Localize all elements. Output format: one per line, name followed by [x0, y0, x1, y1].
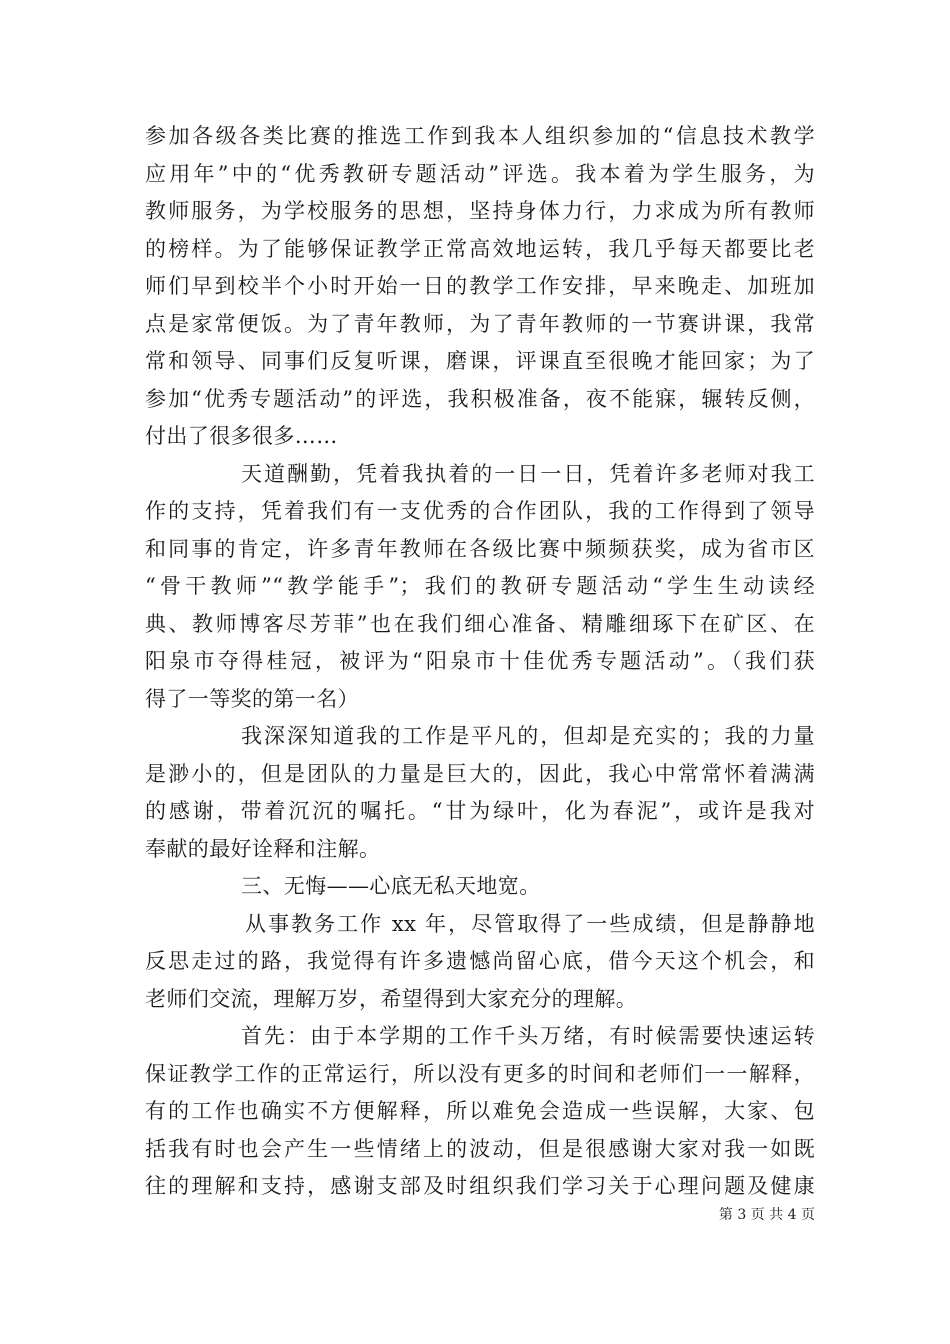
body-text-line: 从事教务工作 xx 年，尽管取得了一些成绩，但是静静地 — [245, 911, 815, 936]
body-text-line: 和同事的肯定，许多青年教师在各级比赛中频频获奖，成为省市区 — [145, 536, 815, 561]
body-text-line: “骨干教师”“教学能手”；我们的教研专题活动“学生生动读经 — [145, 574, 815, 598]
body-text-line: 教师服务，为学校服务的思想，坚持身体力行，力求成为所有教师 — [145, 199, 815, 223]
body-text-line: 师们早到校半个小时开始一日的教学工作安排，早来晚走、加班加 — [145, 274, 815, 298]
body-text-line: 的感谢，带着沉沉的嘱托。“甘为绿叶，化为春泥”，或许是我对 — [145, 799, 815, 823]
body-text-line: 点是家常便饭。为了青年教师，为了青年教师的一节赛讲课，我常 — [145, 311, 815, 336]
body-text-line: 是渺小的，但是团队的力量是巨大的，因此，我心中常常怀着满满 — [145, 761, 815, 786]
body-text-line: 反思走过的路，我觉得有许多遗憾尚留心底，借今天这个机会，和 — [145, 949, 815, 973]
body-text-line: 阳泉市夺得桂冠，被评为“阳泉市十佳优秀专题活动”。（我们获 — [145, 649, 815, 673]
body-text-line: 参加各级各类比赛的推选工作到我本人组织参加的“信息技术教学 — [145, 124, 815, 148]
body-text-line: 奉献的最好诠释和注解。 — [145, 836, 381, 861]
body-text-line: 往的理解和支持，感谢支部及时组织我们学习关于心理问题及健康 — [145, 1174, 815, 1198]
body-text-line: 我深深知道我的工作是平凡的，但却是充实的；我的力量 — [241, 724, 815, 748]
body-text-line: 首先：由于本学期的工作千头万绪，有时候需要快速运转 — [241, 1024, 815, 1048]
body-text-line: 老师们交流，理解万岁，希望得到大家充分的理解。 — [145, 986, 638, 1011]
body-text-line: 括我有时也会产生一些情绪上的波动，但是很感谢大家对我一如既 — [145, 1136, 815, 1161]
body-text-line: 三、无悔——心底无私天地宽。 — [241, 874, 541, 898]
body-text-line: 的榜样。为了能够保证教学正常高效地运转，我几乎每天都要比老 — [145, 236, 815, 261]
body-text-line: 作的支持，凭着我们有一支优秀的合作团队，我的工作得到了领导 — [145, 499, 815, 523]
body-text-line: 天道酬勤，凭着我执着的一日一日，凭着许多老师对我工 — [241, 461, 815, 486]
body-text-line: 保证教学工作的正常运行，所以没有更多的时间和老师们一一解释， — [145, 1061, 815, 1086]
document-body — [145, 118, 815, 1206]
body-text-line: 参加“优秀专题活动”的评选，我积极准备，夜不能寐，辗转反侧， — [145, 386, 815, 411]
body-text-line: 有的工作也确实不方便解释，所以难免会造成一些误解，大家、包 — [145, 1099, 815, 1123]
body-text-line: 应用年”中的“优秀教研专题活动”评选。我本着为学生服务，为 — [145, 161, 815, 186]
body-text-line: 付出了很多很多…… — [145, 424, 338, 448]
body-text-line: 常和领导、同事们反复听课，磨课，评课直至很晚才能回家；为了 — [145, 349, 815, 373]
body-text-line: 典、教师博客尽芳菲”也在我们细心准备、精雕细琢下在矿区、在 — [145, 611, 815, 636]
page-footer: 第 3 页 共 4 页 — [718, 1207, 815, 1223]
body-text-line: 得了一等奖的第一名） — [145, 686, 359, 711]
